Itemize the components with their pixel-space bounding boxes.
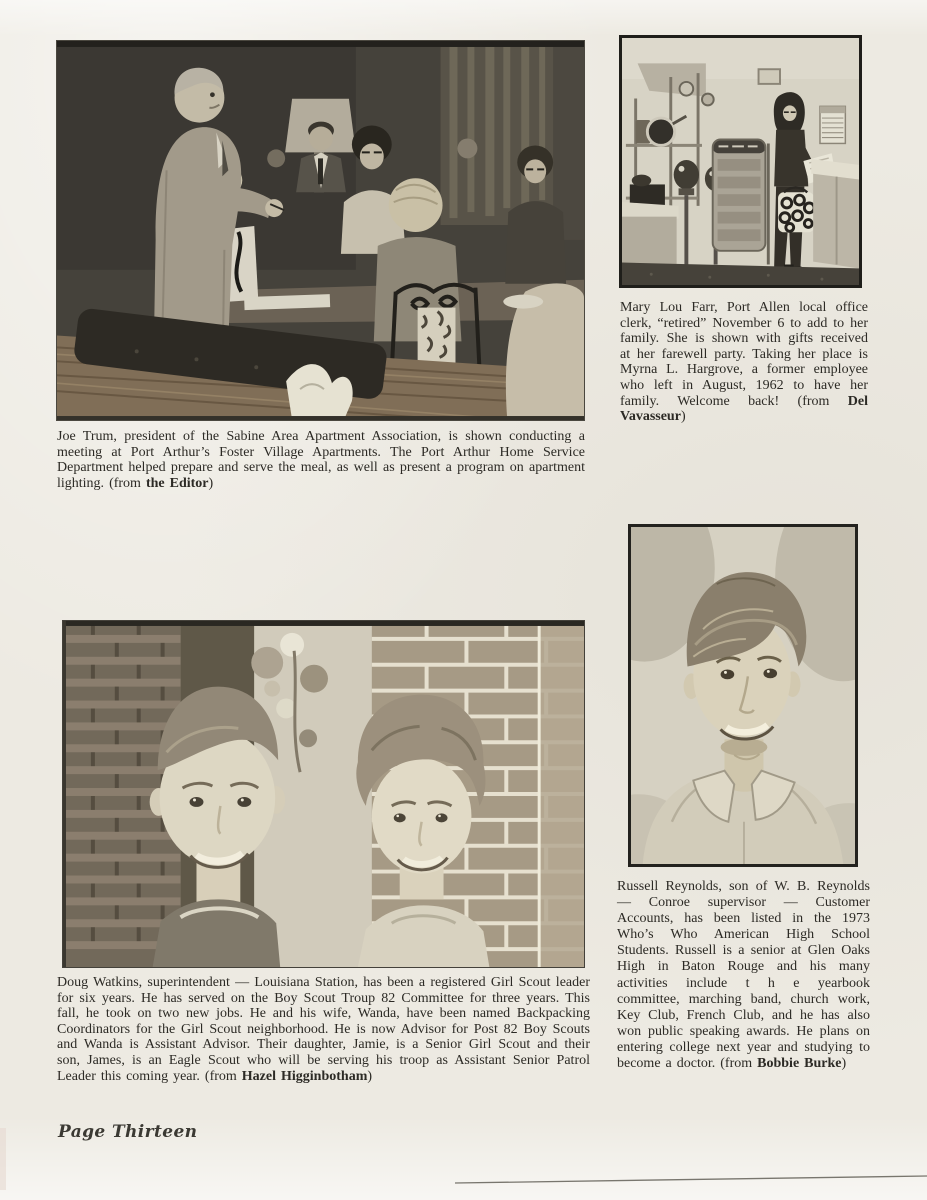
caption-credit: (from Bobbie Burke): [715, 1056, 847, 1072]
caption-joe-trum: [57, 429, 585, 491]
couple-photo-illustration: [63, 621, 584, 967]
caption-credit: (from the Editor): [104, 475, 214, 491]
photo-meeting-room: [56, 40, 585, 421]
photo-farewell-party: [619, 35, 862, 288]
caption-body: Mary Lou Farr, Port Allen local office clerk, “retired” November 6 to add to her family. She is shown with gifts received at her farewell party. Taking her place is Myrna L. Hargrove, a former employee who left in August, 1962 to have her family. Welcome back!: [620, 300, 868, 409]
scan-edge-artifact: [0, 1128, 6, 1190]
caption-mary-lou-farr: [620, 300, 868, 425]
caption-body: Doug Watkins, superintendent — Louisiana Station, has been a registered Girl Scout leader for six years. He has served on the Boy Scout Troup 82 Committee for three years. This fall, he took on two new jobs. He and his wife, Wanda, have been named Backpacking Coordinators for the Girl Scout neighborhood. He is now Advisor for Post 82 Boy Scouts and Wanda is Assistant Advisor. Their daughter, Jamie, is a Senior Girl Scout and their son, James, is an Eagle Scout who will be serving his troop as Assistant Senior Patrol Leader this coming year.: [57, 975, 590, 1084]
farewell-photo-illustration: [622, 38, 859, 285]
photo-student-portrait: [628, 524, 858, 867]
caption-body: Joe Trum, president of the Sabine Area Apartment Association, is shown conducting a meeting at Port Arthur’s Foster Village Apartments. The Port Arthur Home Service Department helped prepare and serve the meal, as well as present a program on apartment lighting.: [57, 429, 585, 491]
scan-scratch-line: [455, 1170, 927, 1186]
caption-body: Russell Reynolds, son of W. B. Reynolds — Conroe supervisor — Customer Accounts, has been listed in the 1973 Who’s Who American High School Students. Russell is a senior at Glen Oaks High in Baton Rouge and his many activities include t h e yearbook committee, marching band, church work, Key Club, French Club, and he has also won public speaking awards. He plans on entering college next year and studying to become a doctor.: [617, 879, 870, 1072]
page-number-label: Page Thirteen: [58, 1122, 198, 1142]
portrait-photo-illustration: [631, 527, 855, 864]
caption-credit: (from Del Vavasseur): [620, 393, 868, 425]
meeting-photo-illustration: [57, 41, 584, 420]
caption-doug-watkins: [57, 975, 590, 1084]
photo-watkins-couple: [62, 620, 585, 968]
caption-russell-reynolds: [617, 879, 870, 1072]
caption-credit: (from Hazel Higginbotham): [199, 1068, 373, 1084]
